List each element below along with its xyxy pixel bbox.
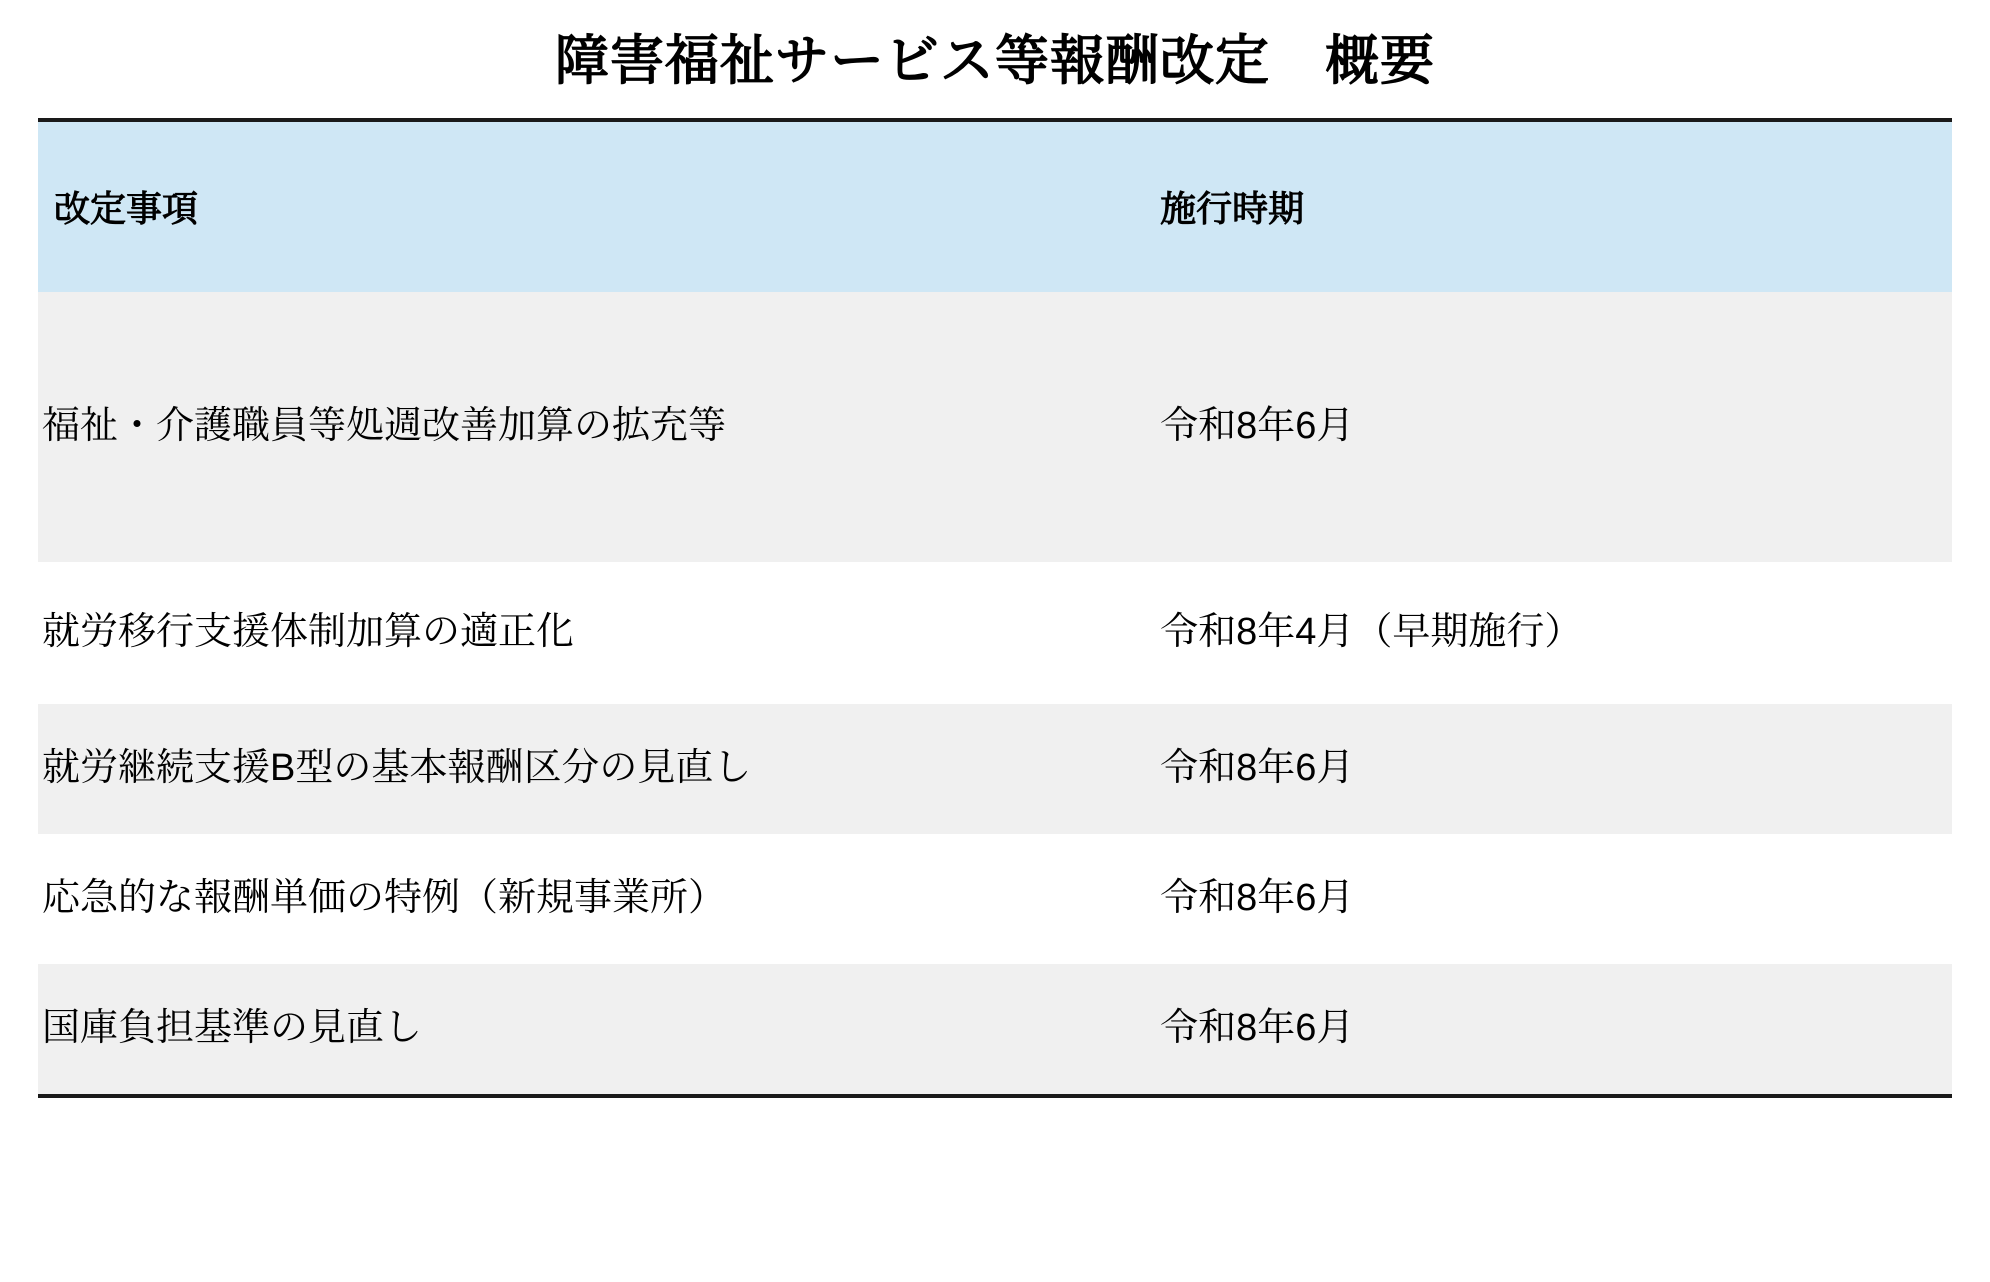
page-title: 障害福祉サービス等報酬改定 概要 [555,31,1435,91]
table-row [38,704,1952,834]
schedule-table-container [38,118,1952,1098]
table-header [38,122,1952,292]
cell-effective-date: 令和8年4月（早期施行） [1148,562,1952,704]
cell-revision-item: 国庫負担基準の見直し [38,964,1148,1094]
table-row [38,562,1952,704]
table-row [38,834,1952,964]
table-header-row [38,122,1952,292]
cell-effective-date: 令和8年6月 [1148,292,1952,562]
cell-effective-date: 令和8年6月 [1148,834,1952,964]
cell-revision-item: 就労継続支援B型の基本報酬区分の見直し [38,704,1148,834]
column-header-date: 施行時期 [1148,122,1952,292]
table-body [38,292,1952,1094]
cell-revision-item: 応急的な報酬単価の特例（新規事業所） [38,834,1148,964]
cell-revision-item: 福祉・介護職員等処週改善加算の拡充等 [38,292,1148,562]
column-header-item: 改定事項 [38,122,1148,292]
cell-effective-date: 令和8年6月 [1148,704,1952,834]
cell-revision-item: 就労移行支援体制加算の適正化 [38,562,1148,704]
table-row [38,292,1952,562]
schedule-table [38,122,1952,1094]
table-row [38,964,1952,1094]
cell-effective-date: 令和8年6月 [1148,964,1952,1094]
